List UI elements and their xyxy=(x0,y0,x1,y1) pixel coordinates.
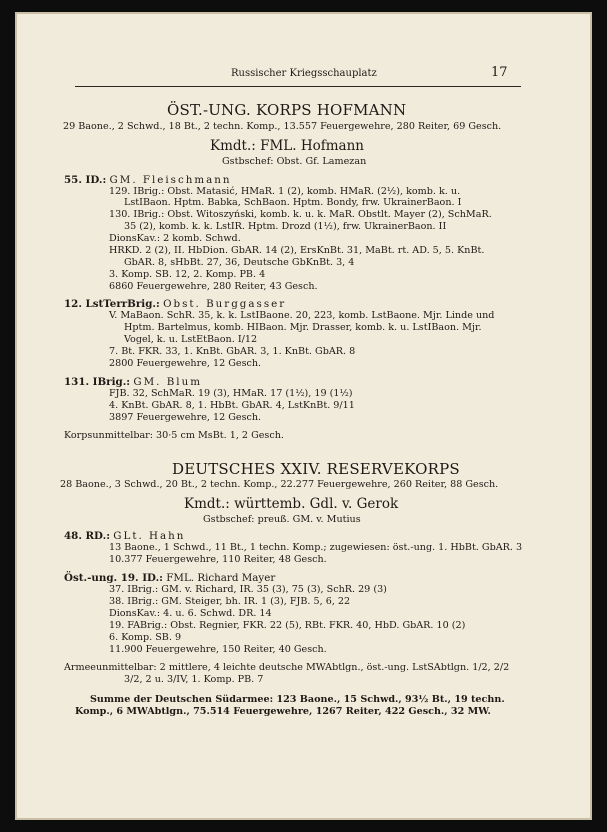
ib131-line: 3897 Feuergewehre, 12 Gesch. xyxy=(109,412,262,423)
div55-commander: GM. Fleischmann xyxy=(109,174,232,186)
div55-heading xyxy=(64,174,232,186)
id19-heading xyxy=(64,572,275,584)
div55-line: HRKD. 2 (2), II. HbDion. GbAR. 14 (2), ErsKnBt. 31, MaBt. rt. AD. 5, 5. KnBt. xyxy=(109,245,485,256)
div55-line: 3. Komp. SB. 12, 2. Komp. PB. 4 xyxy=(109,269,266,280)
div55-line: GbAR. 8, sHbBt. 27, 36, Deutsche GbKnBt. 3, 4 xyxy=(124,257,355,268)
id19-line: 37. IBrig.: GM. v. Richard, IR. 35 (3), 75 (3), SchR. 29 (3) xyxy=(109,584,387,595)
div55-line: 129. IBrig.: Obst. Matasić, HMaR. 1 (2), komb. HMaR. (2½), komb. k. u. xyxy=(109,186,461,197)
page-number: 17 xyxy=(491,65,508,80)
reservekorps-kmdt: Kmdt.: württemb. Gdl. v. Gerok xyxy=(184,496,399,512)
div55-line: DionsKav.: 2 komb. Schwd. xyxy=(109,233,241,244)
div55-line: 130. IBrig.: Obst. Witoszyński, komb. k. u. k. MaR. Obstlt. Mayer (2), SchMaR. xyxy=(109,209,492,220)
rd48-heading xyxy=(64,530,185,542)
lst-commander: Obst. Burggasser xyxy=(163,298,287,310)
id19-line: 11.900 Feuergewehre, 150 Reiter, 40 Gesch. xyxy=(109,644,327,655)
rd48-label: 48. RD.: xyxy=(64,530,111,542)
rd48-commander: GLt. Hahn xyxy=(113,530,186,542)
id19-line: 6. Komp. SB. 9 xyxy=(109,632,182,643)
lst-line: 7. Bt. FKR. 33, 1. KnBt. GbAR. 3, 1. KnBt. GbAR. 8 xyxy=(109,346,356,357)
korps-hofmann-kmdt: Kmdt.: FML. Hofmann xyxy=(210,138,364,154)
korps-unmittelbar: Korpsunmittelbar: 30·5 cm MsBt. 1, 2 Gesch. xyxy=(64,430,284,441)
div55-line: LstIBaon. Hptm. Babka, SchBaon. Hptm. Bondy, frw. UkrainerBaon. I xyxy=(124,197,462,208)
armee-line: 3/2, 2 u. 3/IV, 1. Komp. PB. 7 xyxy=(124,674,264,685)
korps-hofmann-strength: 29 Baone., 2 Schwd., 18 Bt., 2 techn. Komp., 13.557 Feuergewehre, 280 Reiter, 69 Gesch. xyxy=(63,121,502,132)
reservekorps-strength: 28 Baone., 3 Schwd., 20 Bt., 2 techn. Komp., 22.277 Feuergewehre, 260 Reiter, 88 Gesch. xyxy=(60,479,499,490)
div55-label: 55. ID.: xyxy=(64,174,107,186)
summary-line: Komp., 6 MWAbtlgn., 75.514 Feuergewehre, 1267 Reiter, 422 Gesch., 32 MW. xyxy=(75,706,491,717)
head-rule xyxy=(75,86,521,87)
lst-label: 12. LstTerrBrig.: xyxy=(64,298,160,310)
lst-line: Vogel, k. u. LstEtBaon. I/12 xyxy=(124,334,258,345)
ib131-line: FJB. 32, SchMaR. 19 (3), HMaR. 17 (1½), 19 (1½) xyxy=(109,388,353,399)
div55-line: 35 (2), komb. k. k. LstIR. Hptm. Drozd (1½), frw. UkrainerBaon. II xyxy=(124,221,447,232)
running-head-title: Russischer Kriegsschauplatz xyxy=(231,68,377,79)
reservekorps-gstbschef: Gstbschef: preuß. GM. v. Mutius xyxy=(203,514,361,525)
book-page xyxy=(15,12,592,820)
lst-heading xyxy=(64,298,286,310)
armee-line: Armeeunmittelbar: 2 mittlere, 4 leichte deutsche MWAbtlgn., öst.-ung. LstSAbtlgn. 1/2, 2/2 xyxy=(64,662,510,673)
rd48-line: 10.377 Feuergewehre, 110 Reiter, 48 Gesch. xyxy=(109,554,327,565)
lst-line: Hptm. Bartelmus, komb. HIBaon. Mjr. Drasser, komb. k. u. LstIBaon. Mjr. xyxy=(124,322,482,333)
id19-line: DionsKav.: 4. u. 6. Schwd. DR. 14 xyxy=(109,608,272,619)
korps-hofmann-gstbschef: Gstbschef: Obst. Gf. Lamezan xyxy=(222,156,367,167)
id19-label: Öst.-ung. 19. ID.: xyxy=(64,572,163,584)
id19-line: 38. IBrig.: GM. Steiger, bh. IR. 1 (3), FJB. 5, 6, 22 xyxy=(109,596,351,607)
lst-line: 2800 Feuergewehre, 12 Gesch. xyxy=(109,358,262,369)
ib131-line: 4. KnBt. GbAR. 8, 1. HbBt. GbAR. 4, LstKnBt. 9/11 xyxy=(109,400,355,411)
korps-hofmann-title: ÖST.-UNG. KORPS HOFMANN xyxy=(167,101,407,119)
div55-line: 6860 Feuergewehre, 280 Reiter, 43 Gesch. xyxy=(109,281,318,292)
ib131-commander: GM. Blum xyxy=(133,376,202,388)
summary-line: Summe der Deutschen Südarmee: 123 Baone., 15 Schwd., 93½ Bt., 19 techn. xyxy=(90,694,505,705)
lst-line: V. MaBaon. SchR. 35, k. k. LstIBaone. 20, 223, komb. LstBaone. Mjr. Linde und xyxy=(109,310,495,321)
ib131-heading xyxy=(64,376,202,388)
ib131-label: 131. IBrig.: xyxy=(64,376,131,388)
id19-line: 19. FABrig.: Obst. Regnier, FKR. 22 (5), RBt. FKR. 40, HbD. GbAR. 10 (2) xyxy=(109,620,466,631)
id19-commander: FML. Richard Mayer xyxy=(166,572,276,584)
reservekorps-title: DEUTSCHES XXIV. RESERVEKORPS xyxy=(172,460,460,478)
rd48-line: 13 Baone., 1 Schwd., 11 Bt., 1 techn. Komp.; zugewiesen: öst.-ung. 1. HbBt. GbAR. 3 xyxy=(109,542,523,553)
